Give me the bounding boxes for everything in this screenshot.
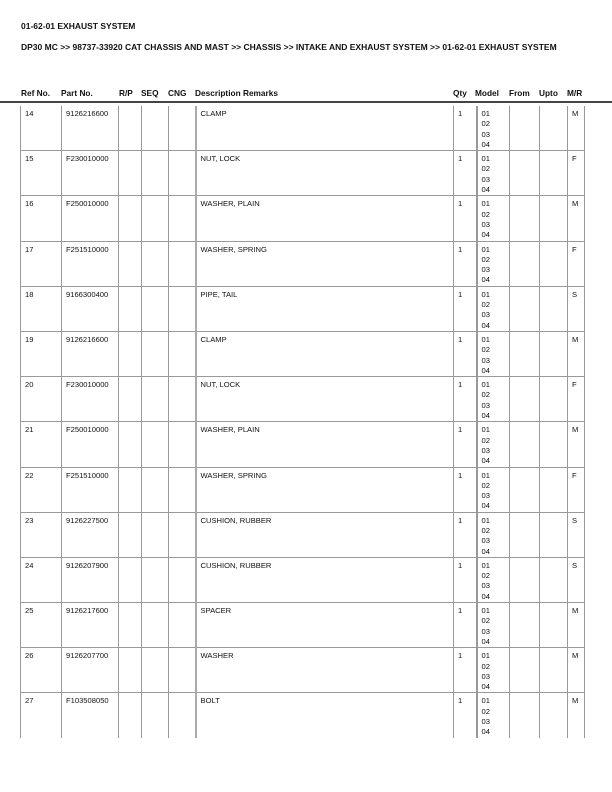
table-row <box>21 512 585 557</box>
cell-desc: NUT, LOCK <box>196 377 454 422</box>
model-code: 02 <box>481 390 490 400</box>
model-code: 02 <box>481 435 490 445</box>
cell-qty: 1 <box>454 512 477 557</box>
cell-desc: CUSHION, RUBBER <box>196 512 454 557</box>
cell-qty: 1 <box>454 557 477 602</box>
cell-rp <box>119 648 142 693</box>
cell-rp <box>119 286 142 331</box>
model-code: 01 <box>481 289 490 299</box>
cell-part: F250010000 <box>62 196 119 241</box>
cell-cng <box>169 286 196 331</box>
cell-desc: WASHER, PLAIN <box>196 422 454 467</box>
cell-part: F103508050 <box>62 693 119 738</box>
cell-rp <box>119 603 142 648</box>
cell-mr: S <box>568 286 585 331</box>
model-code: 04 <box>481 139 490 149</box>
model-code: 04 <box>481 456 490 466</box>
cell-upto <box>540 512 568 557</box>
model-code: 01 <box>481 380 490 390</box>
cell-from <box>510 331 540 376</box>
cell-ref: 24 <box>21 557 62 602</box>
cell-desc: NUT, LOCK <box>196 151 454 196</box>
model-code: 03 <box>481 219 490 229</box>
model-code: 01 <box>481 334 490 344</box>
model-code: 01 <box>481 696 490 706</box>
cell-model <box>477 648 510 693</box>
cell-part: F251510000 <box>62 241 119 286</box>
cell-ref: 25 <box>21 603 62 648</box>
col-from: From <box>509 88 530 98</box>
cell-seq <box>142 241 169 286</box>
cell-cng <box>169 648 196 693</box>
model-code: 02 <box>481 345 490 355</box>
cell-cng <box>169 151 196 196</box>
model-code: 04 <box>481 185 490 195</box>
cell-ref: 17 <box>21 241 62 286</box>
breadcrumb: DP30 MC >> 98737-33920 CAT CHASSIS AND MAST >> CHASSIS >> INTAKE AND EXHAUST SYSTEM >> 01-62-01 EXHAUST SYSTEM <box>21 42 557 52</box>
cell-upto <box>540 467 568 512</box>
cell-rp <box>119 557 142 602</box>
cell-cng <box>169 467 196 512</box>
cell-qty: 1 <box>454 151 477 196</box>
cell-seq <box>142 648 169 693</box>
cell-mr: M <box>568 196 585 241</box>
cell-cng <box>169 603 196 648</box>
cell-desc: WASHER, SPRING <box>196 241 454 286</box>
cell-desc: CUSHION, RUBBER <box>196 557 454 602</box>
cell-seq <box>142 151 169 196</box>
cell-qty: 1 <box>454 241 477 286</box>
cell-rp <box>119 693 142 738</box>
cell-rp <box>119 467 142 512</box>
cell-cng <box>169 377 196 422</box>
cell-desc: CLAMP <box>196 331 454 376</box>
page-title: 01-62-01 EXHAUST SYSTEM <box>21 21 136 31</box>
cell-seq <box>142 512 169 557</box>
cell-rp <box>119 331 142 376</box>
cell-from <box>510 422 540 467</box>
model-code: 03 <box>481 491 490 501</box>
model-code: 03 <box>481 355 490 365</box>
model-code: 01 <box>481 199 490 209</box>
cell-rp <box>119 377 142 422</box>
table-row <box>21 557 585 602</box>
cell-from <box>510 693 540 738</box>
cell-cng <box>169 422 196 467</box>
cell-mr: S <box>568 512 585 557</box>
model-code: 02 <box>481 164 490 174</box>
model-code: 01 <box>481 470 490 480</box>
cell-rp <box>119 241 142 286</box>
cell-desc: BOLT <box>196 693 454 738</box>
model-code: 04 <box>481 320 490 330</box>
model-code: 04 <box>481 501 490 511</box>
cell-mr: M <box>568 331 585 376</box>
model-code: 01 <box>481 515 490 525</box>
cell-qty: 1 <box>454 331 477 376</box>
cell-seq <box>142 603 169 648</box>
cell-cng <box>169 331 196 376</box>
cell-part: F251510000 <box>62 467 119 512</box>
col-part: Part No. <box>61 88 93 98</box>
model-code: 01 <box>481 606 490 616</box>
table-row <box>21 286 585 331</box>
cell-seq <box>142 422 169 467</box>
model-code: 03 <box>481 626 490 636</box>
cell-ref: 14 <box>21 106 62 151</box>
cell-ref: 15 <box>21 151 62 196</box>
model-code: 02 <box>481 571 490 581</box>
cell-from <box>510 196 540 241</box>
cell-seq <box>142 286 169 331</box>
cell-model <box>477 377 510 422</box>
model-code: 02 <box>481 616 490 626</box>
cell-from <box>510 377 540 422</box>
cell-rp <box>119 106 142 151</box>
cell-model <box>477 241 510 286</box>
table-row <box>21 196 585 241</box>
cell-mr: M <box>568 603 585 648</box>
cell-from <box>510 648 540 693</box>
cell-desc: PIPE, TAIL <box>196 286 454 331</box>
cell-cng <box>169 557 196 602</box>
cell-from <box>510 106 540 151</box>
cell-upto <box>540 648 568 693</box>
cell-mr: F <box>568 467 585 512</box>
cell-cng <box>169 241 196 286</box>
cell-mr: F <box>568 151 585 196</box>
table-row <box>21 151 585 196</box>
model-code: 02 <box>481 119 490 129</box>
cell-cng <box>169 196 196 241</box>
model-code: 01 <box>481 560 490 570</box>
cell-model <box>477 603 510 648</box>
table-row <box>21 106 585 151</box>
model-code: 04 <box>481 230 490 240</box>
parts-table <box>20 106 585 738</box>
cell-from <box>510 557 540 602</box>
cell-model <box>477 196 510 241</box>
table-row <box>21 603 585 648</box>
cell-desc: SPACER <box>196 603 454 648</box>
cell-seq <box>142 377 169 422</box>
model-code: 04 <box>481 682 490 692</box>
cell-mr: F <box>568 377 585 422</box>
model-code: 03 <box>481 129 490 139</box>
cell-upto <box>540 422 568 467</box>
cell-mr: M <box>568 106 585 151</box>
model-code: 02 <box>481 525 490 535</box>
col-ref: Ref No. <box>21 88 51 98</box>
model-code: 03 <box>481 581 490 591</box>
cell-upto <box>540 693 568 738</box>
cell-upto <box>540 241 568 286</box>
model-code: 03 <box>481 717 490 727</box>
cell-upto <box>540 557 568 602</box>
cell-part: F230010000 <box>62 377 119 422</box>
cell-model <box>477 151 510 196</box>
cell-qty: 1 <box>454 467 477 512</box>
col-cng: CNG <box>168 88 187 98</box>
model-code: 04 <box>481 411 490 421</box>
cell-part: 9126216600 <box>62 331 119 376</box>
cell-model <box>477 286 510 331</box>
cell-rp <box>119 196 142 241</box>
cell-seq <box>142 331 169 376</box>
cell-ref: 16 <box>21 196 62 241</box>
cell-ref: 23 <box>21 512 62 557</box>
model-code: 01 <box>481 651 490 661</box>
cell-from <box>510 241 540 286</box>
cell-cng <box>169 693 196 738</box>
model-code: 03 <box>481 536 490 546</box>
model-code: 03 <box>481 265 490 275</box>
cell-qty: 1 <box>454 693 477 738</box>
table-row <box>21 241 585 286</box>
cell-desc: WASHER, SPRING <box>196 467 454 512</box>
model-code: 04 <box>481 636 490 646</box>
cell-model <box>477 467 510 512</box>
cell-ref: 26 <box>21 648 62 693</box>
cell-rp <box>119 151 142 196</box>
cell-from <box>510 467 540 512</box>
cell-part: 9126207700 <box>62 648 119 693</box>
table-row <box>21 693 585 738</box>
cell-cng <box>169 106 196 151</box>
col-model: Model <box>475 88 499 98</box>
cell-mr: F <box>568 241 585 286</box>
model-code: 03 <box>481 445 490 455</box>
cell-part: 9166300400 <box>62 286 119 331</box>
cell-seq <box>142 196 169 241</box>
cell-upto <box>540 106 568 151</box>
col-upto: Upto <box>539 88 558 98</box>
cell-qty: 1 <box>454 196 477 241</box>
cell-desc: CLAMP <box>196 106 454 151</box>
table-row <box>21 467 585 512</box>
cell-desc: WASHER, PLAIN <box>196 196 454 241</box>
cell-qty: 1 <box>454 648 477 693</box>
model-code: 03 <box>481 174 490 184</box>
cell-seq <box>142 557 169 602</box>
cell-from <box>510 603 540 648</box>
cell-mr: M <box>568 693 585 738</box>
cell-qty: 1 <box>454 106 477 151</box>
cell-part: F250010000 <box>62 422 119 467</box>
cell-model <box>477 557 510 602</box>
cell-ref: 22 <box>21 467 62 512</box>
cell-part: 9126217600 <box>62 603 119 648</box>
table-row <box>21 377 585 422</box>
model-code: 04 <box>481 275 490 285</box>
model-code: 02 <box>481 300 490 310</box>
cell-qty: 1 <box>454 603 477 648</box>
col-rp: R/P <box>119 88 133 98</box>
cell-from <box>510 286 540 331</box>
table-row <box>21 648 585 693</box>
header-divider <box>0 101 612 103</box>
cell-model <box>477 693 510 738</box>
col-qty: Qty <box>453 88 467 98</box>
model-code: 01 <box>481 244 490 254</box>
cell-model <box>477 512 510 557</box>
table-row <box>21 422 585 467</box>
cell-part: 9126207900 <box>62 557 119 602</box>
cell-seq <box>142 467 169 512</box>
cell-mr: S <box>568 557 585 602</box>
model-code: 02 <box>481 254 490 264</box>
cell-mr: M <box>568 648 585 693</box>
cell-part: 9126216600 <box>62 106 119 151</box>
model-code: 04 <box>481 365 490 375</box>
cell-upto <box>540 377 568 422</box>
model-code: 01 <box>481 425 490 435</box>
cell-ref: 19 <box>21 331 62 376</box>
model-code: 04 <box>481 546 490 556</box>
cell-seq <box>142 106 169 151</box>
cell-ref: 20 <box>21 377 62 422</box>
model-code: 03 <box>481 671 490 681</box>
cell-qty: 1 <box>454 422 477 467</box>
cell-upto <box>540 331 568 376</box>
cell-from <box>510 512 540 557</box>
cell-upto <box>540 151 568 196</box>
model-code: 02 <box>481 661 490 671</box>
table-row <box>21 331 585 376</box>
cell-upto <box>540 286 568 331</box>
cell-ref: 18 <box>21 286 62 331</box>
cell-model <box>477 422 510 467</box>
model-code: 03 <box>481 400 490 410</box>
model-code: 01 <box>481 109 490 118</box>
col-desc: Description Remarks <box>195 88 279 98</box>
model-code: 01 <box>481 154 490 164</box>
cell-mr: M <box>568 422 585 467</box>
cell-ref: 21 <box>21 422 62 467</box>
cell-upto <box>540 603 568 648</box>
cell-upto <box>540 196 568 241</box>
model-code: 02 <box>481 209 490 219</box>
model-code: 04 <box>481 727 490 737</box>
cell-desc: WASHER <box>196 648 454 693</box>
cell-seq <box>142 693 169 738</box>
cell-rp <box>119 422 142 467</box>
cell-from <box>510 151 540 196</box>
cell-part: F230010000 <box>62 151 119 196</box>
col-mr: M/R <box>567 88 583 98</box>
cell-ref: 27 <box>21 693 62 738</box>
model-code: 03 <box>481 310 490 320</box>
cell-qty: 1 <box>454 377 477 422</box>
cell-model <box>477 106 510 151</box>
model-code: 04 <box>481 591 490 601</box>
col-seq: SEQ <box>141 88 159 98</box>
cell-part: 9126227500 <box>62 512 119 557</box>
model-code: 02 <box>481 706 490 716</box>
cell-model <box>477 331 510 376</box>
cell-cng <box>169 512 196 557</box>
model-code: 02 <box>481 480 490 490</box>
cell-rp <box>119 512 142 557</box>
cell-qty: 1 <box>454 286 477 331</box>
